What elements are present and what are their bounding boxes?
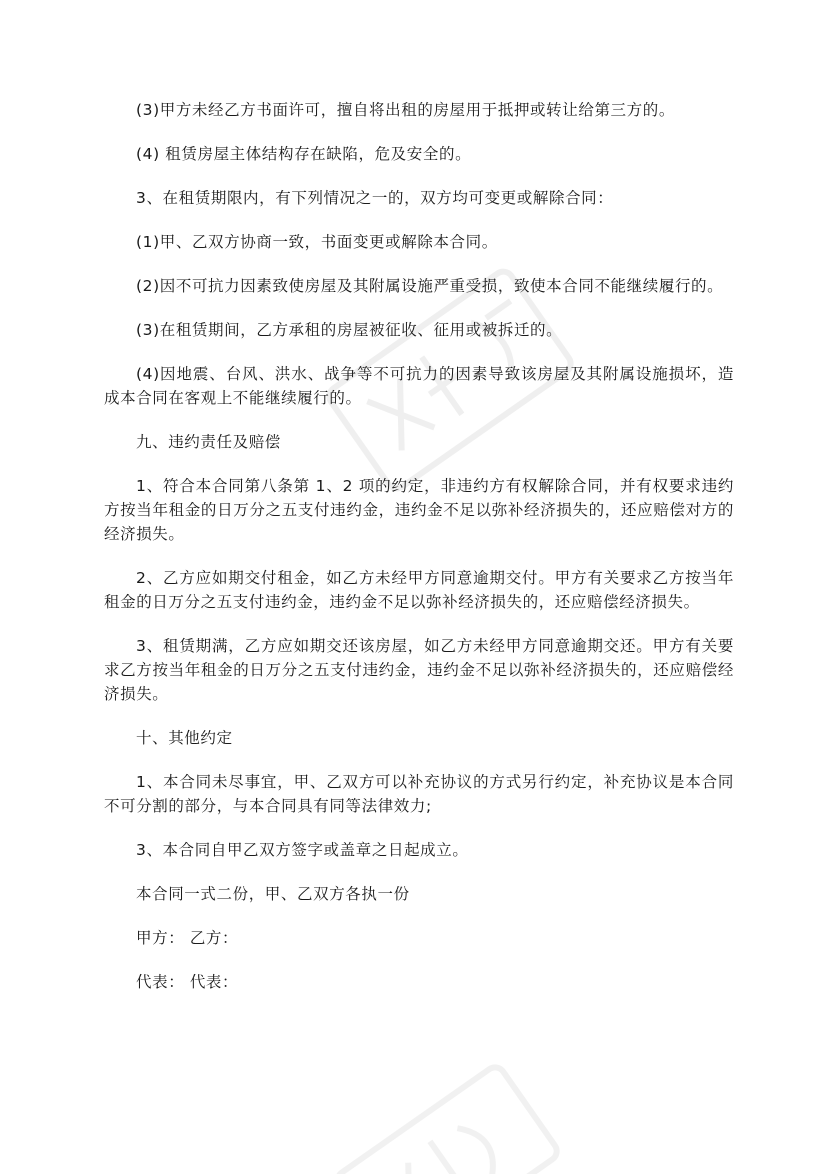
- clause-paragraph: (3)在租赁期间，乙方承租的房屋被征收、征用或被拆迁的。: [136, 321, 563, 339]
- clause-paragraph: (4) 租赁房屋主体结构存在缺陷，危及安全的。: [136, 145, 472, 163]
- clause-paragraph: (1)甲、乙双方协商一致，书面变更或解除本合同。: [136, 233, 498, 251]
- clause-paragraph: 2、乙方应如期交付租金，如乙方未经甲方同意逾期交付。甲方有关要求乙方按当年租金的日万分之五支付违约金，违约金不足以弥补经济损失的，还应赔偿经济损失。: [104, 569, 734, 611]
- section-heading: 十、其他约定: [136, 729, 233, 747]
- clause-paragraph: (2)因不可抗力因素致使房屋及其附属设施严重受损，致使本合同不能继续履行的。: [136, 277, 724, 295]
- clause-paragraph: 3、本合同自甲乙双方签字或盖章之日起成立。: [136, 841, 469, 859]
- clause-paragraph: (4)因地震、台风、洪水、战争等不可抗力的因素导致该房屋及其附属设施损坏，造成本合同在客观上不能继续履行的。: [104, 365, 734, 407]
- signature-block: [104, 926, 734, 994]
- representative-signature-line: 代表： 代表：: [136, 973, 239, 991]
- clause-paragraph: (3)甲方未经乙方书面许可，擅自将出租的房屋用于抵押或转让给第三方的。: [136, 101, 675, 119]
- copies-statement: 本合同一式二份，甲、乙双方各执一份: [136, 885, 410, 903]
- clause-paragraph: 3、租赁期满，乙方应如期交还该房屋，如乙方未经甲方同意逾期交还。甲方有关要求乙方按当年租金的日万分之五支付违约金，违约金不足以弥补经济损失的，还应赔偿经济损失。: [104, 637, 734, 703]
- clause-paragraph: 1、符合本合同第八条第 1、2 项的约定，非违约方有权解除合同，并有权要求违约方按当年租金的日万分之五支付违约金，违约金不足以弥补经济损失的，还应赔偿对方的经济损失。: [104, 477, 734, 543]
- clause-paragraph: 3、在租赁期限内，有下列情况之一的，双方均可变更或解除合同：: [136, 189, 614, 207]
- watermark-seal-bottom-icon: [330, 1050, 570, 1174]
- section-heading: 九、违约责任及赔偿: [136, 433, 281, 451]
- party-signature-line: 甲方： 乙方：: [136, 929, 239, 947]
- clause-paragraph: 1、本合同未尽事宜，甲、乙双方可以补充协议的方式另行约定，补充协议是本合同不可分割的部分，与本合同具有同等法律效力;: [104, 773, 734, 815]
- contract-body: [104, 98, 734, 994]
